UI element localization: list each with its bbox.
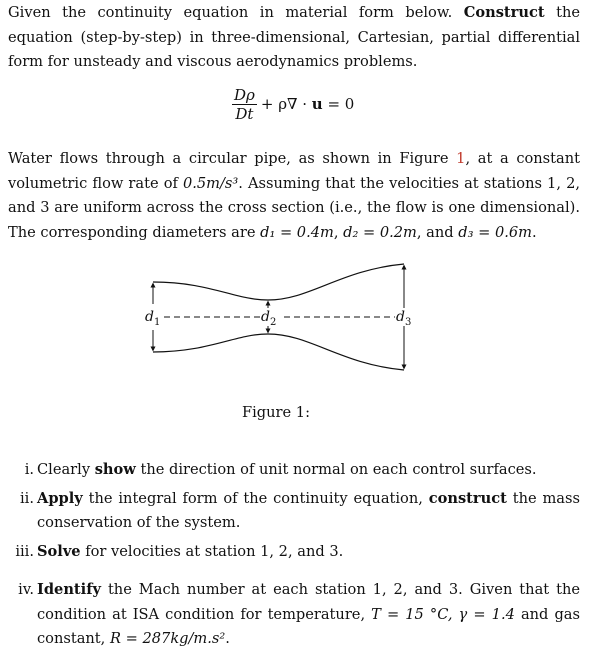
intro-paragraph [8, 1, 580, 75]
question-math: T = 15 °C, γ = 1.4 [371, 605, 515, 623]
question-marker: iv. [18, 581, 34, 598]
problem-text-a: Water flows through a circular pipe, as shown in Figure [8, 150, 457, 167]
question-text: the integral form of the continuity equation, [82, 489, 429, 507]
label-d2: $d_2$ [261, 309, 277, 328]
figure-caption: Figure 1: [242, 404, 310, 421]
question-text: the direction of unit normal on each control surfaces. [135, 461, 537, 478]
separator-1: , [333, 223, 344, 241]
question-text: for velocities at station 1, 2, and 3. [80, 542, 344, 560]
question-text: the Mach number at each station 1, 2, and 3. Given that the condition at ISA condition for temperature, [37, 581, 580, 623]
question-bold: Apply [37, 489, 83, 507]
equation-fraction [232, 86, 257, 123]
equation-numerator: Dρ [234, 85, 255, 104]
equation-rest [261, 95, 355, 113]
label-d1: $d_1$ [145, 309, 161, 328]
label-d3: $d_3$ [396, 309, 412, 328]
equation-divergence: + ρ∇ · [260, 95, 312, 113]
problem-end: . [532, 223, 537, 241]
question-item-i [8, 458, 580, 483]
question-item-iv [8, 578, 580, 652]
figure-reference-link[interactable]: 1 [456, 150, 466, 167]
question-bold: Solve [37, 542, 81, 560]
pipe-figure [140, 256, 420, 396]
problem-text-b: , at a constant volumetric flow rate of [8, 150, 580, 192]
question-list [8, 458, 580, 652]
question-bold: Identify [37, 581, 101, 598]
flow-rate-value: 0.5m/s³ [182, 174, 239, 192]
diameter-d3: d₃ = 0.6m [458, 223, 532, 241]
question-bold: show [94, 461, 136, 478]
question-item-iii [8, 540, 580, 565]
intro-text-1: Given the continuity equation in material form below. [8, 4, 453, 21]
equation-denominator: Dt [235, 104, 254, 123]
problem-paragraph [8, 147, 580, 245]
problem-text-c: . Assuming that the velocities at stations 1, 2, and 3 are uniform across the cross section (i.e., the flow is one dimensional). The corresponding diameters are [8, 174, 580, 241]
question-text: and gas constant, [37, 605, 580, 647]
pipe-top-wall [153, 264, 404, 300]
pipe-bottom-wall [153, 334, 404, 370]
equation-velocity: u [311, 95, 323, 113]
question-math: R = 287kg/m.s² [109, 630, 226, 647]
question-text: . [225, 630, 230, 647]
intro-text-2: the equation (step-by-step) in three-dimensional, Cartesian, partial differential form for unsteady and viscous aerodynamics problems. [8, 4, 581, 70]
question-text: the mass conservation of the system. [37, 489, 580, 531]
diameter-d1: d₁ = 0.4m [260, 223, 334, 241]
diameter-d2: d₂ = 0.2m [343, 223, 417, 241]
question-bold: construct [428, 489, 507, 507]
equation-equals: = 0 [322, 95, 355, 113]
question-text: Clearly [37, 461, 95, 478]
question-marker: ii. [20, 489, 34, 507]
continuity-equation [232, 84, 354, 124]
separator-2: , and [416, 223, 459, 241]
question-marker: iii. [15, 542, 34, 560]
question-marker: i. [24, 461, 34, 478]
question-item-ii [8, 487, 580, 536]
intro-bold-construct: Construct [463, 4, 545, 21]
